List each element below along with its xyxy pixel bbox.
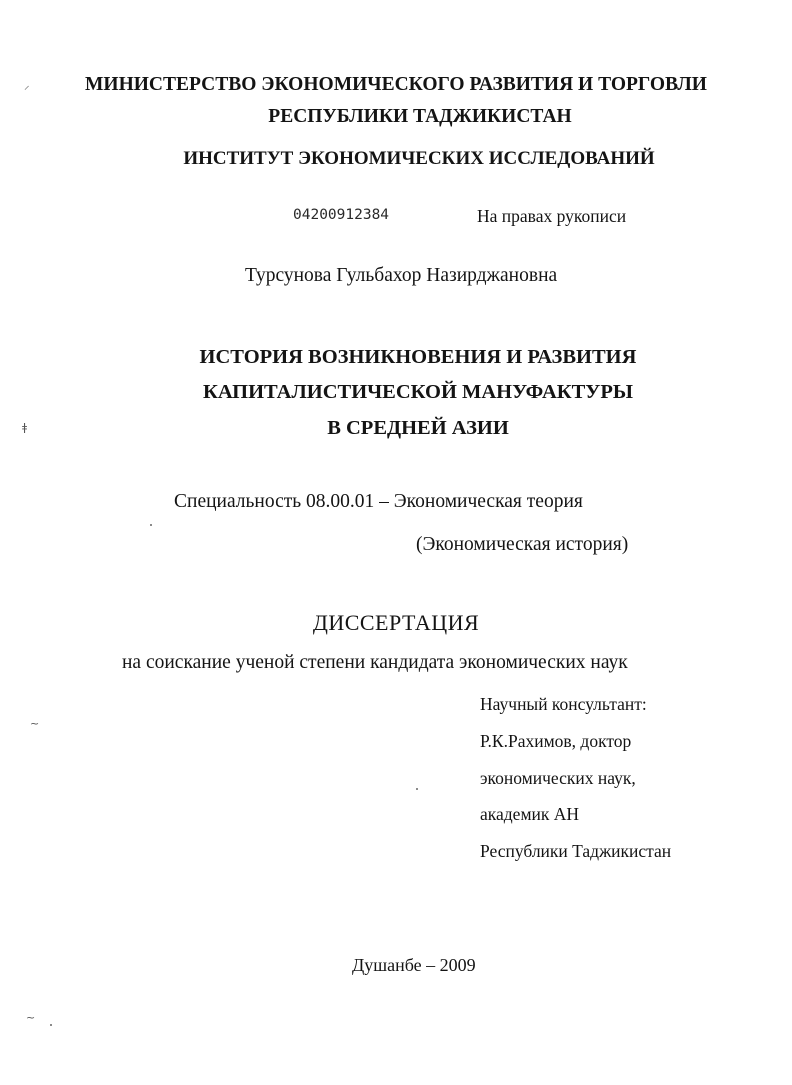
scan-mark: ⸝ — [24, 79, 30, 92]
scan-dot — [50, 1024, 52, 1026]
scan-mark: ~ — [26, 1011, 36, 1024]
consultant-line-2: экономических наук, — [480, 768, 636, 788]
ministry-line-2: РЕСПУБЛИКИ ТАДЖИКИСТАН — [268, 106, 572, 127]
consultant-label: Научный консультант: — [480, 694, 647, 714]
ministry-line-1: МИНИСТЕРСТВО ЭКОНОМИЧЕСКОГО РАЗВИТИЯ И ТОРГОВЛИ — [85, 74, 707, 95]
scan-mark: ǂ — [22, 421, 28, 434]
consultant-line-1: Р.К.Рахимов, доктор — [480, 731, 632, 751]
degree-line: на соискание ученой степени кандидата экономических наук — [122, 652, 628, 673]
title-line-1: ИСТОРИЯ ВОЗНИКНОВЕНИЯ И РАЗВИТИЯ — [199, 346, 637, 368]
scan-mark: ~ — [30, 717, 40, 730]
scan-dot — [416, 788, 418, 790]
specialty-line-2: (Экономическая история) — [416, 534, 629, 555]
manuscript-note: На правах рукописи — [477, 206, 627, 226]
institute-name: ИНСТИТУТ ЭКОНОМИЧЕСКИХ ИССЛЕДОВАНИЙ — [183, 148, 655, 169]
title-line-3: В СРЕДНЕЙ АЗИИ — [327, 417, 509, 439]
place-year: Душанбе – 2009 — [352, 955, 476, 975]
consultant-line-4: Республики Таджикистан — [480, 841, 672, 861]
scan-dot — [150, 524, 152, 526]
title-line-2: КАПИТАЛИСТИЧЕСКОЙ МАНУФАКТУРЫ — [202, 381, 634, 403]
document-type: ДИССЕРТАЦИЯ — [312, 610, 480, 635]
consultant-line-3: академик АН — [480, 804, 580, 824]
registration-number: 04200912384 — [293, 207, 390, 223]
specialty-line-1: Специальность 08.00.01 – Экономическая теория — [174, 491, 583, 512]
author-name: Турсунова Гульбахор Назирджановна — [245, 265, 558, 286]
